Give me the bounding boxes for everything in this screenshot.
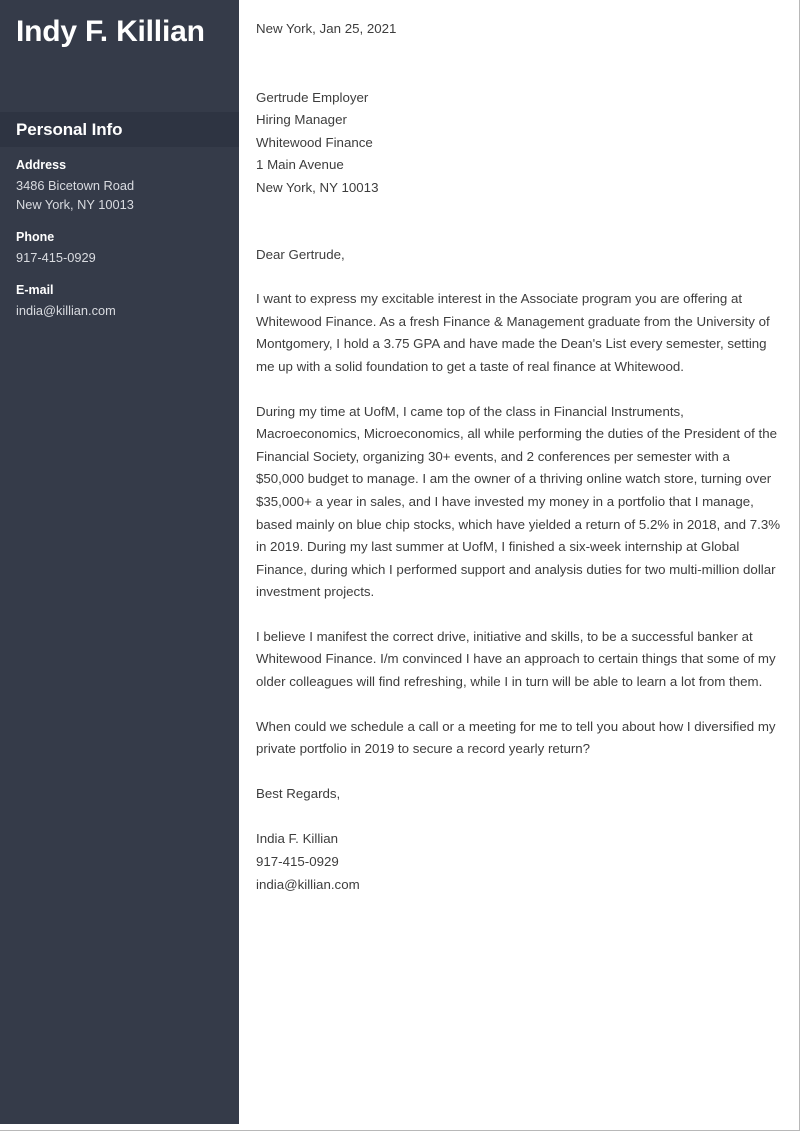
salutation-block <box>256 244 781 267</box>
signature-phone[interactable]: 917-415-0929 <box>256 854 339 870</box>
address-line-2: New York, NY 10013 <box>16 197 134 212</box>
recipient-title: Hiring Manager <box>256 112 347 128</box>
recipient-city: New York, NY 10013 <box>256 179 379 195</box>
phone-value[interactable]: 917-415-0929 <box>16 250 96 265</box>
sidebar <box>0 0 239 1124</box>
personal-info-title: Personal Info <box>16 119 123 139</box>
date-block <box>256 18 781 41</box>
body-paragraph-2: During my time at UofM, I came top of the class in Financial Instruments, Macroeconomics, Microeconomics, all while performing the duties of the President of the Financial Society, organizing 30+ events, and 2 conferences per semester with a $50,000 budget to manage. I am the owner of a thriving online watch store, turning over $35,000+ a year in sales, and I have invested my money in a portfolio that I manage, based mainly on blue chip stocks, which have yielded a return of 5.2% in 2018, and 7.3% in 2019. During my last summer at UofM, I finished a six-week internship at Global Finance, during which I performed support and analysis duties for two multi-million dollar investment projects. <box>256 403 781 600</box>
candidate-name-heading: Indy F. Killian <box>16 15 205 48</box>
salutation: Dear Gertrude, <box>256 246 345 262</box>
body-paragraph-3: I believe I manifest the correct drive, initiative and skills, to be a successful banker at Whitewood Finance. I/m convinced I have an approach to certain things that some of my older colleagues will find refreshing, while I in turn will be able to learn a lot from them. <box>256 628 776 690</box>
address-label: Address <box>16 158 67 172</box>
personal-info-section-header <box>0 112 239 147</box>
date-line: New York, Jan 25, 2021 <box>256 21 397 36</box>
email-value[interactable]: india@killian.com <box>16 303 116 318</box>
signoff: Best Regards, <box>256 785 341 801</box>
body-paragraph-1: I want to express my excitable interest in the Associate program you are offering at Whitewood Finance. As a fresh Finance & Management graduate from the University of Montgomery, I hold a 3.75 GPA and have made the Dean's List every semester, setting me up with a solid foundation to get a taste of real finance at Whitewood. <box>256 291 770 374</box>
recipient-street: 1 Main Avenue <box>256 157 344 173</box>
recipient-block <box>256 87 781 200</box>
signoff-block <box>256 783 781 806</box>
phone-label: Phone <box>16 230 55 244</box>
letter-body <box>256 0 781 896</box>
recipient-name: Gertrude Employer <box>256 89 369 105</box>
signature-email[interactable]: india@killian.com <box>256 876 360 892</box>
contact-group-address <box>16 156 223 214</box>
contact-list <box>0 156 239 334</box>
recipient-company: Whitewood Finance <box>256 134 373 150</box>
body-paragraph-4: When could we schedule a call or a meeting for me to tell you about how I diversified my private portfolio in 2019 to secure a record yearly return? <box>256 718 776 757</box>
signature-name: India F. Killian <box>256 831 339 847</box>
address-line-1: 3486 Bicetown Road <box>16 178 135 193</box>
signature-block <box>256 828 781 896</box>
email-label: E-mail <box>16 283 54 297</box>
contact-group-phone <box>16 228 223 267</box>
contact-group-email <box>16 281 223 320</box>
